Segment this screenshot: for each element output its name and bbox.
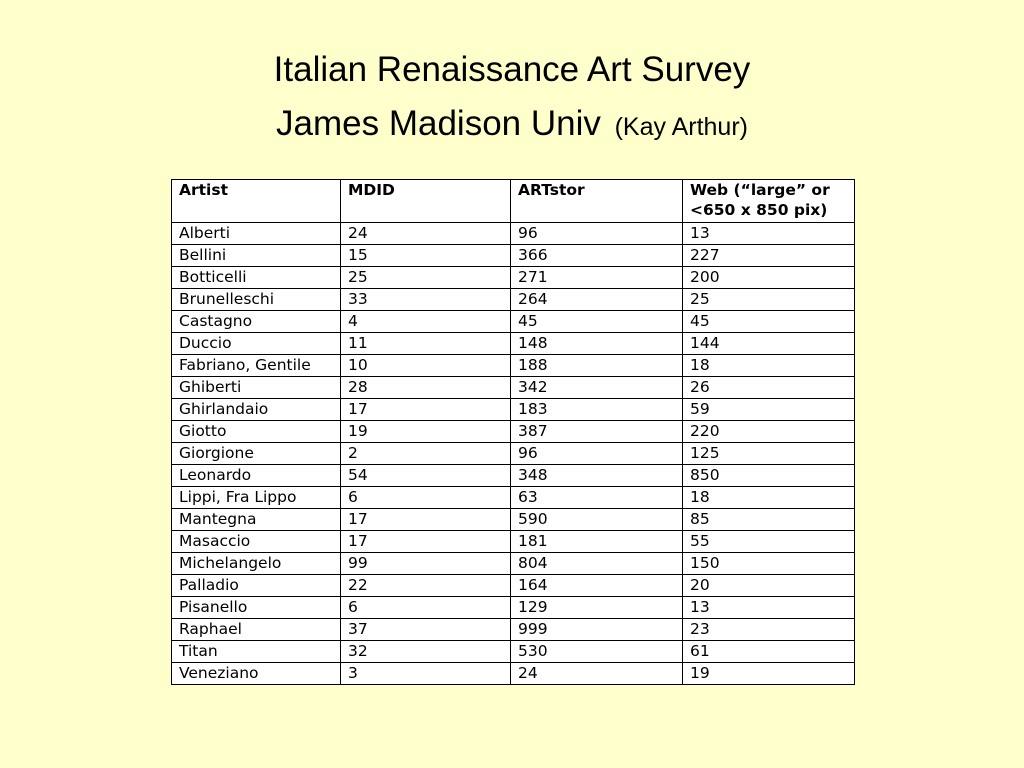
cell-mdid: 19	[341, 421, 511, 443]
cell-artstor: 342	[511, 377, 683, 399]
cell-artstor: 96	[511, 223, 683, 245]
cell-artist: Pisanello	[172, 597, 341, 619]
cell-mdid: 22	[341, 575, 511, 597]
table-row	[172, 553, 855, 575]
cell-artist: Botticelli	[172, 267, 341, 289]
survey-table-container	[171, 179, 854, 685]
cell-artist: Masaccio	[172, 531, 341, 553]
cell-web: 200	[683, 267, 855, 289]
cell-mdid: 6	[341, 597, 511, 619]
cell-artist: Bellini	[172, 245, 341, 267]
table-body	[172, 223, 855, 685]
cell-artstor: 96	[511, 443, 683, 465]
cell-artstor: 271	[511, 267, 683, 289]
cell-web: 55	[683, 531, 855, 553]
table-row	[172, 641, 855, 663]
cell-mdid: 99	[341, 553, 511, 575]
cell-mdid: 37	[341, 619, 511, 641]
cell-artstor: 188	[511, 355, 683, 377]
cell-mdid: 17	[341, 509, 511, 531]
cell-mdid: 6	[341, 487, 511, 509]
cell-artstor: 264	[511, 289, 683, 311]
column-header-artist: Artist	[172, 180, 341, 223]
table-row	[172, 311, 855, 333]
title-line-2-main: James Madison Univ	[276, 104, 601, 143]
cell-artstor: 45	[511, 311, 683, 333]
cell-web: 26	[683, 377, 855, 399]
cell-mdid: 25	[341, 267, 511, 289]
column-header-artstor: ARTstor	[511, 180, 683, 223]
column-header-mdid: MDID	[341, 180, 511, 223]
cell-web: 18	[683, 355, 855, 377]
cell-mdid: 3	[341, 663, 511, 685]
table-row	[172, 575, 855, 597]
cell-mdid: 32	[341, 641, 511, 663]
cell-artist: Lippi, Fra Lippo	[172, 487, 341, 509]
cell-artist: Ghiberti	[172, 377, 341, 399]
cell-artstor: 24	[511, 663, 683, 685]
cell-artist: Giorgione	[172, 443, 341, 465]
table-row	[172, 421, 855, 443]
table-row	[172, 399, 855, 421]
survey-table	[171, 179, 855, 685]
cell-mdid: 28	[341, 377, 511, 399]
cell-mdid: 10	[341, 355, 511, 377]
cell-artstor: 164	[511, 575, 683, 597]
table-row	[172, 223, 855, 245]
cell-artstor: 530	[511, 641, 683, 663]
title-line-2	[0, 102, 1024, 146]
cell-artstor: 366	[511, 245, 683, 267]
table-row	[172, 509, 855, 531]
cell-mdid: 17	[341, 531, 511, 553]
cell-mdid: 2	[341, 443, 511, 465]
cell-web: 85	[683, 509, 855, 531]
cell-web: 61	[683, 641, 855, 663]
cell-web: 144	[683, 333, 855, 355]
table-row	[172, 333, 855, 355]
cell-web: 25	[683, 289, 855, 311]
cell-artist: Leonardo	[172, 465, 341, 487]
table-row	[172, 267, 855, 289]
cell-web: 227	[683, 245, 855, 267]
cell-web: 150	[683, 553, 855, 575]
table-header-row	[172, 180, 855, 223]
title-line-1: Italian Renaissance Art Survey	[273, 50, 751, 89]
cell-artist: Giotto	[172, 421, 341, 443]
cell-artist: Titan	[172, 641, 341, 663]
cell-artist: Duccio	[172, 333, 341, 355]
table-row	[172, 619, 855, 641]
table-row	[172, 289, 855, 311]
cell-artist: Veneziano	[172, 663, 341, 685]
cell-web: 13	[683, 223, 855, 245]
cell-artist: Castagno	[172, 311, 341, 333]
cell-artstor: 181	[511, 531, 683, 553]
cell-web: 23	[683, 619, 855, 641]
cell-mdid: 33	[341, 289, 511, 311]
cell-mdid: 11	[341, 333, 511, 355]
cell-web: 19	[683, 663, 855, 685]
cell-web: 220	[683, 421, 855, 443]
table-row	[172, 531, 855, 553]
cell-artist: Brunelleschi	[172, 289, 341, 311]
table-row	[172, 663, 855, 685]
table-row	[172, 245, 855, 267]
cell-web: 20	[683, 575, 855, 597]
table-row	[172, 487, 855, 509]
table-row	[172, 355, 855, 377]
cell-web: 59	[683, 399, 855, 421]
table-row	[172, 597, 855, 619]
column-header-web: Web (“large” or <650 x 850 pix)	[683, 180, 855, 223]
cell-artist: Michelangelo	[172, 553, 341, 575]
cell-artist: Raphael	[172, 619, 341, 641]
cell-web: 850	[683, 465, 855, 487]
cell-artstor: 387	[511, 421, 683, 443]
cell-mdid: 54	[341, 465, 511, 487]
cell-web: 18	[683, 487, 855, 509]
title-line-2-author: (Kay Arthur)	[614, 113, 748, 141]
cell-artist: Ghirlandaio	[172, 399, 341, 421]
cell-artstor: 183	[511, 399, 683, 421]
cell-artstor: 348	[511, 465, 683, 487]
cell-web: 125	[683, 443, 855, 465]
table-row	[172, 465, 855, 487]
table-row	[172, 377, 855, 399]
cell-artstor: 63	[511, 487, 683, 509]
table-row	[172, 443, 855, 465]
cell-mdid: 4	[341, 311, 511, 333]
cell-web: 13	[683, 597, 855, 619]
cell-mdid: 17	[341, 399, 511, 421]
cell-artstor: 148	[511, 333, 683, 355]
cell-artist: Fabriano, Gentile	[172, 355, 341, 377]
cell-artist: Palladio	[172, 575, 341, 597]
slide-title	[0, 48, 1024, 146]
cell-artist: Alberti	[172, 223, 341, 245]
cell-web: 45	[683, 311, 855, 333]
cell-artstor: 804	[511, 553, 683, 575]
cell-artist: Mantegna	[172, 509, 341, 531]
cell-artstor: 590	[511, 509, 683, 531]
cell-artstor: 129	[511, 597, 683, 619]
cell-mdid: 24	[341, 223, 511, 245]
cell-mdid: 15	[341, 245, 511, 267]
cell-artstor: 999	[511, 619, 683, 641]
